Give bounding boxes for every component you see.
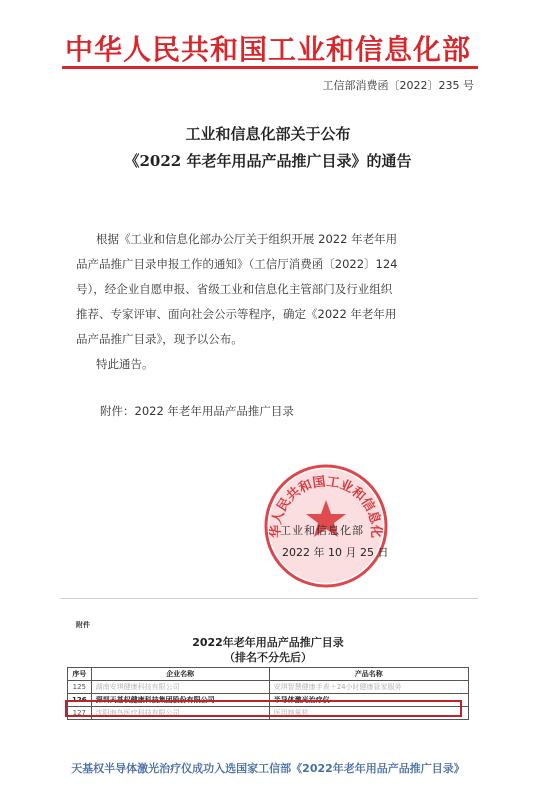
signing-date: 2022 年 10 月 25 日 (282, 546, 389, 559)
body-line-2: 品产品推广目录申报工作的通知》（工信厅消费函〔2022〕124 (76, 257, 398, 271)
row-company: 深圳天基权健康科技集团股份有限公司 (91, 694, 269, 707)
header-product: 产品名称 (269, 668, 468, 681)
catalog-subtitle: （排名不分先后） (224, 651, 312, 664)
row-company: 沈阳海鸟医疗科技有限公司 (91, 707, 269, 720)
row-no: 127 (68, 707, 92, 720)
attachment-line: 附件：2022 年老年用品产品推广目录 (100, 404, 294, 418)
image-caption: 天基权半导体激光治疗仪成功入选国家工信部《2022年老年用品产品推广目录》 (71, 762, 465, 775)
header-company: 企业名称 (91, 668, 269, 681)
signing-organization: 工业和信息化部 (280, 524, 364, 537)
row-product: 安琪智慧健康手表＋24小时健康管家服务 (269, 681, 468, 694)
document-number: 工信部消费函〔2022〕235 号 (322, 79, 474, 92)
highlight-box (65, 700, 462, 717)
ministry-header: 中华人民共和国工业和信息化部 (64, 33, 471, 66)
header-red-rule (62, 66, 478, 69)
body-line-3: 号），经企业自愿申报、省级工业和信息化主管部门及行业组织 (76, 282, 393, 296)
appendix-label: 附件 (76, 621, 90, 629)
row-company: 湖南安琪健康科技有限公司 (91, 681, 269, 694)
table-row (68, 681, 469, 694)
row-product: 半导体激光治疗仪 (269, 694, 468, 707)
catalog-title: 2022年老年用品产品推广目录 (192, 636, 344, 649)
header-no: 序号 (68, 668, 92, 681)
table-header-row (68, 668, 469, 681)
closing-line: 特此通告。 (96, 357, 154, 371)
page-divider (60, 598, 478, 599)
row-no: 126 (68, 694, 92, 707)
body-line-1: 根据《工业和信息化部办公厅关于组织开展 2022 年老年用 (96, 232, 398, 246)
row-product: 医用制氧机 (269, 707, 468, 720)
body-line-5: 品产品推广目录》，现予以公布。 (76, 332, 243, 346)
document-title-line-2: 《2022 年老年用品产品推广目录》的通告 (124, 152, 412, 170)
row-no: 125 (68, 681, 92, 694)
body-line-4: 推荐、专家评审、面向社会公示等程序，确定《2022 年老年用 (76, 307, 397, 321)
document-title-line-1: 工业和信息化部关于公布 (185, 125, 351, 143)
seal-text: 华人民共和国工业和信息化 (268, 474, 384, 539)
